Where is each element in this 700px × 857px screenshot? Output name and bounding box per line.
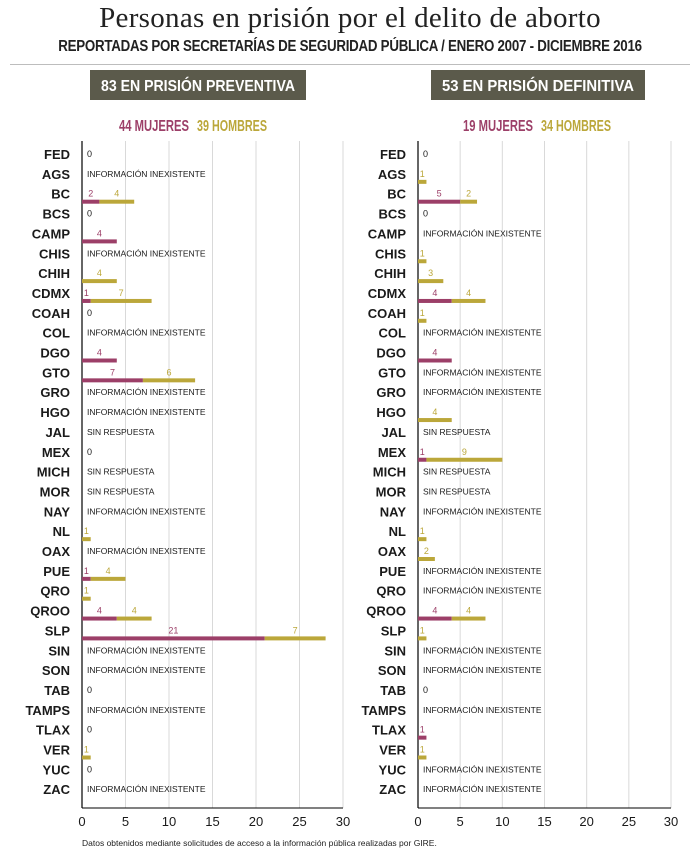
- x-tick-label: 20: [248, 814, 264, 829]
- row-note: INFORMACIÓN INEXISTENTE: [87, 506, 206, 517]
- value-label-hombres: 9: [461, 446, 467, 457]
- category-label: HGO: [40, 405, 70, 421]
- row-note: INFORMACIÓN INEXISTENTE: [87, 327, 206, 338]
- category-label: TAMPS: [25, 702, 70, 718]
- category-label: VER: [43, 742, 70, 758]
- bar-hombres: [91, 577, 126, 581]
- value-label-hombres: 1: [419, 625, 425, 636]
- row-note: INFORMACIÓN INEXISTENTE: [87, 387, 206, 398]
- value-label-hombres: 4: [114, 188, 120, 199]
- row-note: INFORMACIÓN INEXISTENTE: [423, 784, 542, 795]
- category-label: MICH: [36, 464, 70, 480]
- category-label: MEX: [377, 444, 406, 460]
- bar-hombres: [418, 259, 426, 263]
- bar-mujeres: [82, 359, 117, 363]
- bar-hombres: [82, 537, 91, 541]
- x-tick-label: 5: [121, 814, 130, 829]
- chart-title: Personas en prisión por el delito de aborto: [99, 2, 601, 34]
- bar-hombres: [99, 200, 134, 204]
- value-label-hombres: 1: [419, 744, 425, 755]
- row-note: INFORMACIÓN INEXISTENTE: [87, 546, 206, 556]
- value-label-hombres: 6: [166, 367, 172, 378]
- zero-value-label: 0: [87, 149, 93, 159]
- zero-value-label: 0: [87, 724, 93, 735]
- zero-value-label: 0: [87, 208, 93, 219]
- source-note: Datos obtenidos mediante solicitudes de acceso a la información pública realizadas por GIRE.: [82, 838, 437, 848]
- category-label: QROO: [30, 603, 70, 619]
- bar-hombres: [265, 636, 326, 640]
- bar-mujeres: [82, 299, 91, 303]
- bar-mujeres: [418, 359, 452, 363]
- bar-hombres: [143, 378, 195, 382]
- category-label: GRO: [376, 385, 406, 401]
- bar-hombres: [452, 299, 486, 303]
- value-label-hombres: 4: [96, 268, 102, 279]
- value-label-mujeres: 4: [96, 605, 102, 616]
- legend-mujeres: 44 MUJERES: [119, 118, 190, 135]
- value-label-hombres: 4: [466, 605, 472, 616]
- value-label-hombres: 1: [419, 248, 425, 259]
- x-tick-label: 0: [78, 814, 86, 829]
- value-label-hombres: 2: [423, 546, 429, 556]
- category-label: NAY: [379, 504, 406, 520]
- row-note: INFORMACIÓN INEXISTENTE: [423, 367, 542, 378]
- bar-mujeres: [82, 577, 91, 581]
- category-label: COAH: [31, 305, 70, 321]
- category-label: BCS: [42, 206, 70, 222]
- bar-mujeres: [82, 200, 99, 204]
- bar-hombres: [117, 617, 152, 621]
- zero-value-label: 0: [87, 307, 93, 318]
- zero-value-label: 0: [87, 684, 93, 695]
- category-label: CHIS: [374, 246, 406, 262]
- row-note: SIN RESPUESTA: [87, 426, 155, 437]
- category-label: MICH: [372, 464, 406, 480]
- category-label: ZAC: [43, 782, 70, 798]
- x-tick-label: 0: [414, 814, 422, 829]
- value-label-hombres: 1: [419, 526, 425, 537]
- bar-mujeres: [82, 617, 117, 621]
- bar-hombres: [418, 636, 426, 640]
- row-note: SIN RESPUESTA: [423, 426, 491, 437]
- value-label-mujeres: 1: [419, 724, 425, 735]
- zero-value-label: 0: [423, 149, 429, 159]
- row-note: INFORMACIÓN INEXISTENTE: [87, 784, 206, 795]
- bar-hombres: [418, 418, 452, 422]
- bar-mujeres: [418, 299, 452, 303]
- value-label-hombres: 1: [83, 744, 89, 755]
- category-label: DGO: [40, 345, 70, 361]
- category-label: TLAX: [372, 722, 406, 738]
- bar-hombres: [91, 299, 152, 303]
- row-note: SIN RESPUESTA: [87, 466, 155, 477]
- category-label: MOR: [39, 484, 70, 500]
- bar-hombres: [418, 180, 426, 184]
- legend-hombres: 39 HOMBRES: [197, 118, 268, 135]
- category-label: TLAX: [36, 722, 70, 738]
- category-label: SIN: [384, 643, 406, 659]
- value-label-hombres: 1: [83, 585, 89, 596]
- category-label: DGO: [376, 345, 406, 361]
- bar-hombres: [418, 557, 435, 561]
- category-label: GTO: [42, 365, 70, 381]
- row-note: SIN RESPUESTA: [423, 466, 491, 477]
- panel-header-label: 83 EN PRISIÓN PREVENTIVA: [101, 78, 322, 95]
- x-tick-label: 30: [663, 814, 679, 829]
- x-tick-label: 15: [537, 814, 552, 829]
- x-tick-label: 10: [161, 814, 177, 829]
- value-label-mujeres: 5: [436, 188, 442, 199]
- value-label-hombres: 1: [419, 307, 425, 318]
- bar-hombres: [418, 279, 443, 283]
- category-label: CHIH: [374, 266, 406, 282]
- bar-mujeres: [82, 239, 117, 243]
- value-label-hombres: 4: [105, 565, 111, 576]
- category-label: SON: [377, 663, 406, 679]
- value-label-hombres: 3: [428, 268, 434, 279]
- category-label: YUC: [378, 762, 406, 778]
- row-note: INFORMACIÓN INEXISTENTE: [423, 506, 542, 517]
- x-tick-label: 25: [292, 814, 307, 829]
- value-label-hombres: 7: [118, 287, 124, 298]
- value-label-hombres: 1: [83, 526, 89, 537]
- value-label-mujeres: 1: [419, 446, 425, 457]
- category-label: NL: [388, 524, 406, 540]
- value-label-mujeres: 21: [168, 625, 179, 636]
- x-tick-label: 30: [335, 814, 351, 829]
- category-label: BCS: [378, 206, 406, 222]
- category-label: CDMX: [367, 285, 406, 301]
- value-label-mujeres: 4: [432, 605, 438, 616]
- category-label: MEX: [41, 444, 70, 460]
- zero-value-label: 0: [423, 684, 429, 695]
- value-label-mujeres: 7: [109, 367, 115, 378]
- category-label: MOR: [375, 484, 406, 500]
- x-tick-label: 10: [495, 814, 510, 829]
- category-label: SLP: [380, 623, 406, 639]
- legend-mujeres: 19 MUJERES: [463, 118, 534, 135]
- legend-hombres: 34 HOMBRES: [541, 118, 612, 135]
- category-label: COAH: [367, 305, 406, 321]
- row-note: SIN RESPUESTA: [423, 486, 491, 497]
- row-note: INFORMACIÓN INEXISTENTE: [423, 327, 542, 338]
- category-label: OAX: [377, 544, 406, 559]
- chart-subtitle: REPORTADAS POR SECRETARÍAS DE SEGURIDAD PÚBLICA / ENERO 2007 - DICIEMBRE 2016: [58, 38, 642, 55]
- bar-hombres: [426, 458, 502, 462]
- row-note: INFORMACIÓN INEXISTENTE: [423, 645, 542, 656]
- bar-hombres: [418, 537, 426, 541]
- row-note: INFORMACIÓN INEXISTENTE: [423, 387, 542, 398]
- zero-value-label: 0: [87, 446, 93, 457]
- value-label-mujeres: 4: [432, 287, 438, 298]
- x-tick-label: 25: [621, 814, 637, 829]
- category-label: ZAC: [379, 782, 406, 798]
- row-note: INFORMACIÓN INEXISTENTE: [87, 704, 206, 715]
- category-label: NL: [52, 524, 70, 540]
- bar-hombres: [418, 756, 426, 760]
- value-label-hombres: 1: [419, 168, 425, 179]
- value-label-hombres: 4: [131, 605, 137, 616]
- value-label-mujeres: 4: [96, 228, 102, 239]
- bar-hombres: [82, 597, 91, 601]
- category-label: BC: [387, 186, 406, 202]
- category-label: HGO: [376, 405, 406, 421]
- category-label: SON: [41, 663, 70, 679]
- value-label-mujeres: 1: [83, 287, 89, 298]
- category-label: QRO: [40, 583, 70, 599]
- bar-mujeres: [418, 458, 426, 462]
- category-label: AGS: [377, 166, 406, 182]
- x-tick-label: 15: [205, 814, 220, 829]
- category-label: GTO: [378, 365, 406, 381]
- bar-hombres: [82, 279, 117, 283]
- category-label: GRO: [40, 385, 70, 401]
- row-note: INFORMACIÓN INEXISTENTE: [423, 228, 542, 239]
- value-label-hombres: 2: [466, 188, 472, 199]
- bar-mujeres: [418, 736, 426, 740]
- bar-hombres: [460, 200, 477, 204]
- category-label: FED: [44, 147, 70, 162]
- category-label: QROO: [366, 603, 406, 619]
- bar-hombres: [452, 617, 486, 621]
- category-label: PUE: [379, 563, 406, 579]
- value-label-hombres: 7: [292, 625, 298, 636]
- row-note: INFORMACIÓN INEXISTENTE: [423, 764, 542, 775]
- value-label-mujeres: 4: [432, 347, 438, 358]
- category-label: PUE: [43, 563, 70, 579]
- category-label: YUC: [42, 762, 70, 778]
- category-label: FED: [380, 147, 406, 162]
- category-label: TAMPS: [361, 702, 406, 718]
- row-note: INFORMACIÓN INEXISTENTE: [87, 407, 206, 418]
- row-note: INFORMACIÓN INEXISTENTE: [423, 565, 542, 576]
- panel-header-label: 53 EN PRISIÓN DEFINITIVA: [442, 78, 649, 95]
- row-note: INFORMACIÓN INEXISTENTE: [87, 248, 206, 259]
- bar-hombres: [82, 756, 91, 760]
- x-tick-label: 20: [579, 814, 594, 829]
- chart-panel-2: [361, 70, 678, 829]
- bar-mujeres: [418, 617, 452, 621]
- category-label: SLP: [44, 623, 70, 639]
- value-label-hombres: 4: [466, 287, 472, 298]
- category-label: CHIH: [38, 266, 70, 282]
- row-note: INFORMACIÓN INEXISTENTE: [87, 168, 206, 179]
- x-tick-label: 5: [456, 814, 464, 829]
- category-label: CAMP: [367, 226, 406, 242]
- chart-panel-1: [25, 70, 350, 829]
- category-label: OAX: [41, 544, 70, 559]
- category-label: JAL: [381, 424, 406, 440]
- value-label-mujeres: 4: [96, 347, 102, 358]
- category-label: JAL: [45, 424, 70, 440]
- category-label: QRO: [376, 583, 406, 599]
- category-label: VER: [379, 742, 406, 758]
- value-label-mujeres: 1: [83, 565, 89, 576]
- value-label-hombres: 4: [432, 407, 438, 418]
- bar-mujeres: [418, 200, 460, 204]
- category-label: CHIS: [38, 246, 70, 262]
- category-label: TAB: [380, 682, 406, 698]
- category-label: CAMP: [31, 226, 70, 242]
- bar-mujeres: [82, 636, 265, 640]
- category-label: NAY: [43, 504, 70, 520]
- bar-hombres: [418, 319, 426, 323]
- value-label-mujeres: 2: [88, 188, 94, 199]
- category-label: COL: [42, 325, 70, 341]
- category-label: CDMX: [31, 285, 70, 301]
- row-note: INFORMACIÓN INEXISTENTE: [423, 665, 542, 676]
- row-note: INFORMACIÓN INEXISTENTE: [423, 585, 542, 596]
- category-label: COL: [378, 325, 406, 341]
- category-label: SIN: [48, 643, 70, 659]
- category-label: AGS: [41, 166, 70, 182]
- row-note: INFORMACIÓN INEXISTENTE: [423, 704, 542, 715]
- row-note: INFORMACIÓN INEXISTENTE: [87, 665, 206, 676]
- bar-mujeres: [82, 378, 143, 382]
- row-note: INFORMACIÓN INEXISTENTE: [87, 645, 206, 656]
- category-label: TAB: [44, 682, 70, 698]
- category-label: BC: [51, 186, 70, 202]
- row-note: SIN RESPUESTA: [87, 486, 155, 497]
- zero-value-label: 0: [423, 208, 429, 219]
- zero-value-label: 0: [87, 764, 93, 775]
